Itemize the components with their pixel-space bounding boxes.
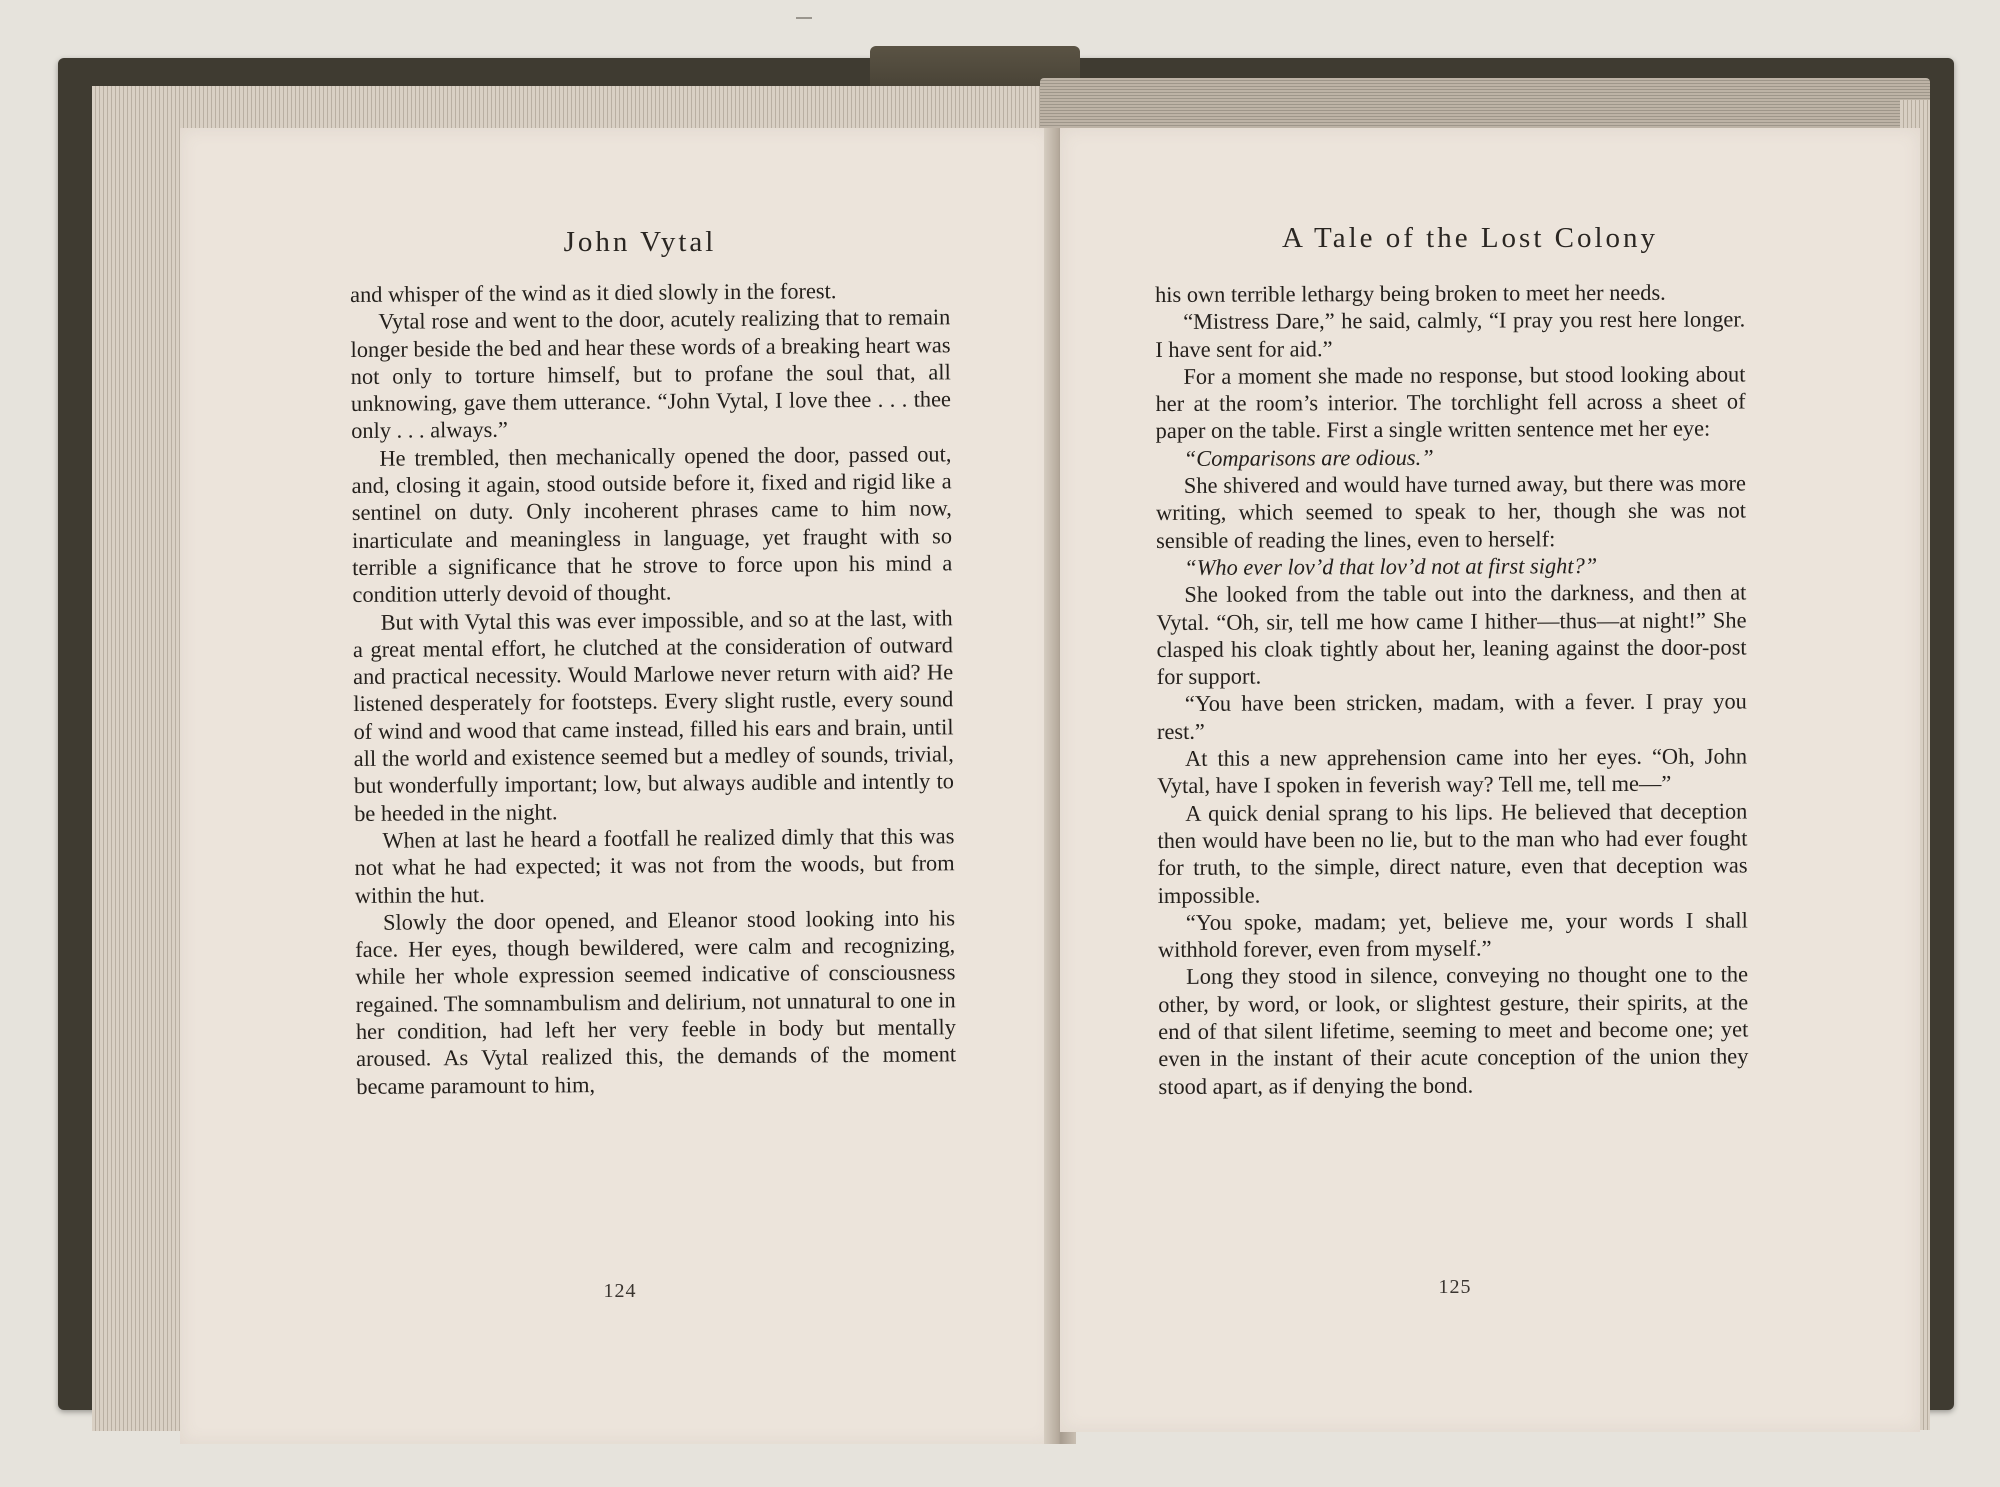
paragraph: When at last he heard a footfall he realized dimly that this was not what he had expected; it was not from the woods, but from within the hut. (354, 823, 955, 908)
left-page (180, 128, 1052, 1444)
quotation: “Who ever lov’d that lov’d not at first sight?” (1184, 553, 1598, 580)
quotation: “Comparisons are odious.” (1183, 444, 1434, 471)
left-page-number: 124 (603, 1280, 637, 1302)
right-page-text (1155, 278, 1749, 1099)
right-page-number: 125 (1438, 1276, 1472, 1298)
paragraph: Long they stood in silence, conveying no thought one to the other, by word, or look, or slightest gesture, their spirits, at the end of that silent lifetime, seeming to meet and become one; yet even in the instant of their acute conception of the union they stood apart, as if denying the bond. (1158, 961, 1749, 1099)
paragraph: “Mistress Dare,” he said, calmly, “I pray you rest here longer. I have sent for aid.” (1155, 306, 1746, 362)
paragraph: At this a new apprehension came into her eyes. “Oh, John Vytal, have I spoken in feverish way? Tell me, tell me—” (1157, 743, 1748, 799)
paragraph: She shivered and would have turned away, but there was more writing, which seemed to speak to her, though she was not sensible of reading the lines, even to herself: (1155, 470, 1747, 553)
background-mark (796, 17, 812, 19)
paragraph: A quick denial sprang to his lips. He believed that deception then would have been no lie, but to the man who had ever fought for truth, to the simple, direct nature, even that deception was impossible. (1157, 798, 1748, 908)
paragraph: “You have been stricken, madam, with a fever. I pray you rest.” (1156, 688, 1747, 744)
right-page (1060, 128, 1920, 1432)
paragraph: “You spoke, madam; yet, believe me, your words I shall withhold forever, even from myself.” (1157, 907, 1748, 963)
left-running-head: John Vytal (563, 226, 717, 258)
paragraph: For a moment she made no response, but stood looking about her at the room’s interior. The torchlight fell across a sheet of paper on the table. First a single written sentence met her eye: (1155, 361, 1746, 444)
paragraph: and whisper of the wind as it died slowly in the forest. (350, 278, 837, 307)
right-running-head: A Tale of the Lost Colony (1281, 222, 1659, 254)
paragraph: his own terrible lethargy being broken to meet her needs. (1155, 279, 1666, 307)
paragraph: Vytal rose and went to the door, acutely realizing that to remain longer beside the bed and hear these words of a breaking heart was not only to torture himself, but to profane the soul that, all unknowing, gave them utterance. “John Vytal, I love thee . . . thee only . . . always.” (350, 304, 952, 444)
paragraph: But with Vytal this was ever impossible, and so at the last, with a great mental effort, he clutched at the consideration of outward and practical necessity. Would Marlowe never return with aid? He listened desperately for footsteps. Every slight rustle, every sound of wind and wood that came instead, filled his ears and brain, until all the world and existence seemed but a medley of sounds, trivial, but wonderfully important; low, but always audible and intently to be heeded in the night. (352, 604, 955, 826)
paragraph: Slowly the door opened, and Eleanor stood looking into his face. Her eyes, though bewildered, were calm and recognizing, while her whole expression seemed indicative of consciousness regained. The somnambulism and delirium, not unnatural to one in her condition, had left her very feeble in body but mentally aroused. As Vytal realized this, the demands of the moment became paramount to him, (355, 905, 957, 1099)
left-page-text (350, 276, 956, 1100)
paragraph: He trembled, then mechanically opened the door, passed out, and, closing it again, stood outside before it, fixed and rigid like a sentinel on duty. Only incoherent phrases came to him now, inarticulate and meaningless in language, yet fraught with so terrible a significance that he strove to force upon his mind a condition utterly devoid of thought. (351, 441, 953, 608)
paragraph: She looked from the table out into the darkness, and then at Vytal. “Oh, sir, tell me how came I hither—thus—at night!” She clasped his cloak tightly about her, leaning against the door-post for support. (1156, 579, 1747, 690)
